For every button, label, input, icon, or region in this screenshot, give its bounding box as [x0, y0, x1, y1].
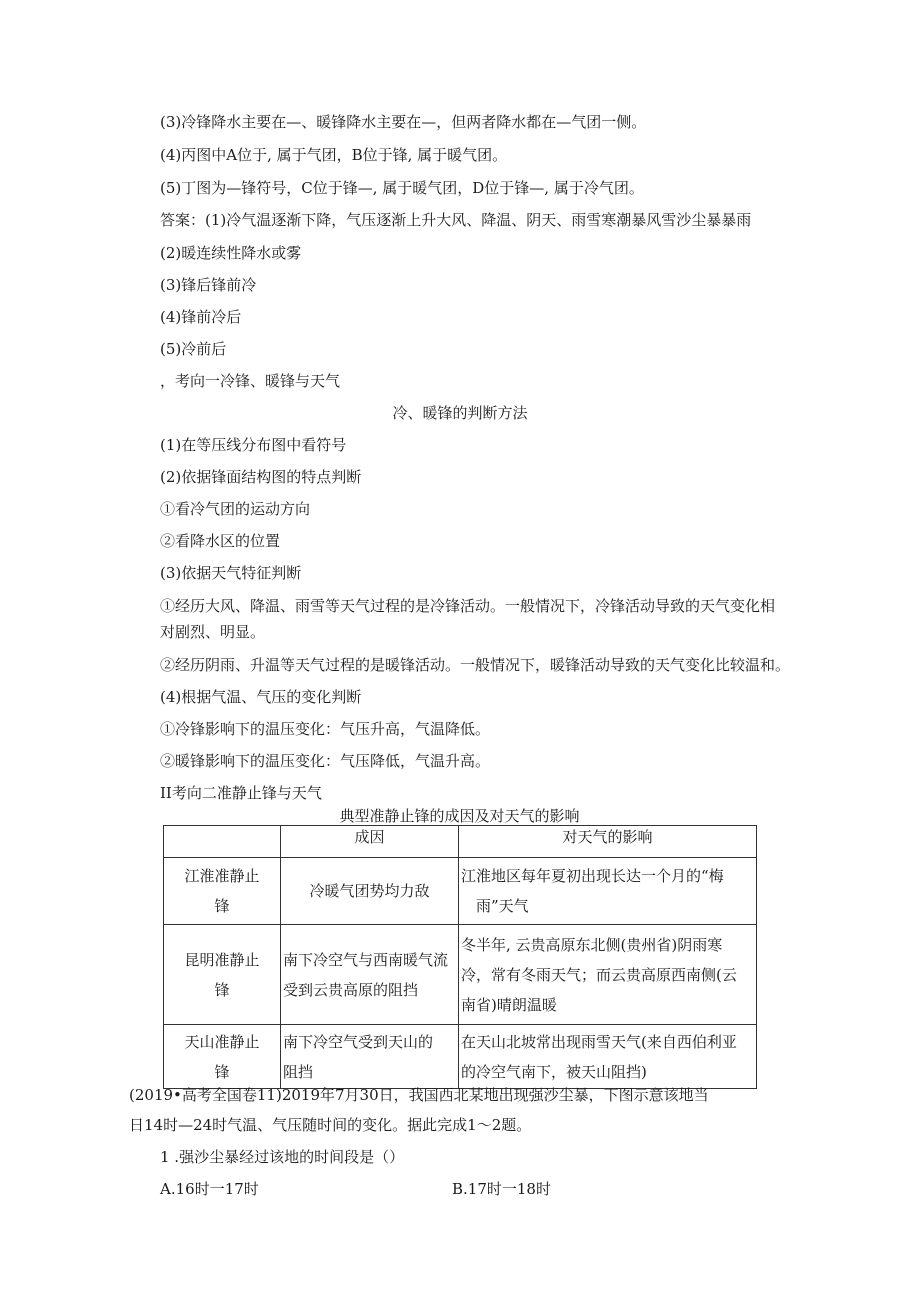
method-2-a: ①看冷气团的运动方向: [160, 500, 311, 518]
header-blank: [164, 826, 281, 858]
front-cause: 南下冷空气受到天山的 阻挡: [281, 1025, 459, 1089]
method-4-b: ②暖锋影响下的温压变化：气压降低，气温升高。: [160, 752, 491, 770]
section-title-2: II考向二准静止锋与天气: [160, 784, 322, 802]
table-caption: 典型准静止锋的成因及对天气的影响: [339, 807, 580, 825]
table-row: [164, 858, 757, 925]
stationary-front-table: [163, 825, 757, 1089]
option-b[interactable]: B.17时一18时: [452, 1180, 551, 1198]
question-1: 1 .强沙尘暴经过该地的时间段是（）: [160, 1148, 405, 1166]
section-title-1: ，考向一冷锋、暖锋与天气: [160, 372, 341, 390]
question-stem-line2: 日14时—24时气温、气压随时间的变化。据此完成1～2题。: [129, 1116, 532, 1134]
answer-heading: 答案：(1)冷气温逐渐下降，气压逐渐上升大风、降温、阴天、雨雪寒潮暴风雪沙尘暴暴雨: [160, 211, 752, 229]
header-cause: 成因: [281, 826, 459, 858]
method-1: (1)在等压线分布图中看符号: [160, 436, 347, 454]
front-name: 江淮准静止 锋: [164, 858, 281, 925]
method-3: (3)依据天气特征判断: [160, 564, 302, 582]
answer-2: (2)暖连续性降水或雾: [160, 244, 302, 262]
method-2: (2)依据锋面结构图的特点判断: [160, 468, 362, 486]
question-stem-line1: (2019•高考全国卷11)2019年7月30日，我国西北某地出现强沙尘暴，下图示意该地当: [129, 1086, 709, 1104]
front-effect: 冬半年, 云贵高原东北侧(贵州省)阴雨寒 冷，常有冬雨天气；而云贵高原西南侧(云 南省)晴朗温暖: [459, 925, 757, 1025]
front-cause: 冷暖气团势均力敌: [281, 858, 459, 925]
answer-line-3: (3)冷锋降水主要在—、暖锋降水主要在—，但两者降水都在—气团一侧。: [160, 113, 647, 131]
front-name: 天山准静止 锋: [164, 1025, 281, 1089]
method-3-a-line1: ①经历大风、降温、雨雪等天气过程的是冷锋活动。一般情况下，冷锋活动导致的天气变化相: [160, 597, 776, 615]
answer-4: (4)锋前冷后: [160, 308, 242, 326]
method-title: 冷、暖锋的判断方法: [392, 404, 528, 422]
table-header-row: [164, 826, 757, 858]
option-a[interactable]: A.16时一17时: [160, 1180, 259, 1198]
answer-line-5: (5)丁图为—锋符号，C位于锋—, 属于暖气团，D位于锋—, 属于冷气团。: [160, 179, 644, 197]
table-row: [164, 925, 757, 1025]
answer-3: (3)锋后锋前冷: [160, 276, 257, 294]
method-3-a-line2: 对剧烈、明显。: [160, 623, 266, 641]
answer-line-4: (4)丙图中A位于, 属于气团，B位于锋, 属于暖气团。: [160, 146, 508, 164]
table-row: [164, 1025, 757, 1089]
answer-5: (5)冷前后: [160, 340, 227, 358]
header-effect: 对天气的影响: [459, 826, 757, 858]
front-effect: 江淮地区每年夏初出现长达一个月的“梅 雨”天气: [459, 858, 757, 925]
method-2-b: ②看降水区的位置: [160, 532, 281, 550]
front-cause: 南下冷空气与西南暖气流 受到云贵高原的阻挡: [281, 925, 459, 1025]
method-3-b: ②经历阴雨、升温等天气过程的是暖锋活动。一般情况下，暖锋活动导致的天气变化比较温和。: [160, 656, 791, 674]
method-4: (4)根据气温、气压的变化判断: [160, 688, 362, 706]
front-effect: 在天山北坡常出现雨雪天气(来自西伯利亚 的冷空气南下，被天山阻挡): [459, 1025, 757, 1089]
method-4-a: ①冷锋影响下的温压变化：气压升高，气温降低。: [160, 720, 491, 738]
front-name: 昆明准静止 锋: [164, 925, 281, 1025]
